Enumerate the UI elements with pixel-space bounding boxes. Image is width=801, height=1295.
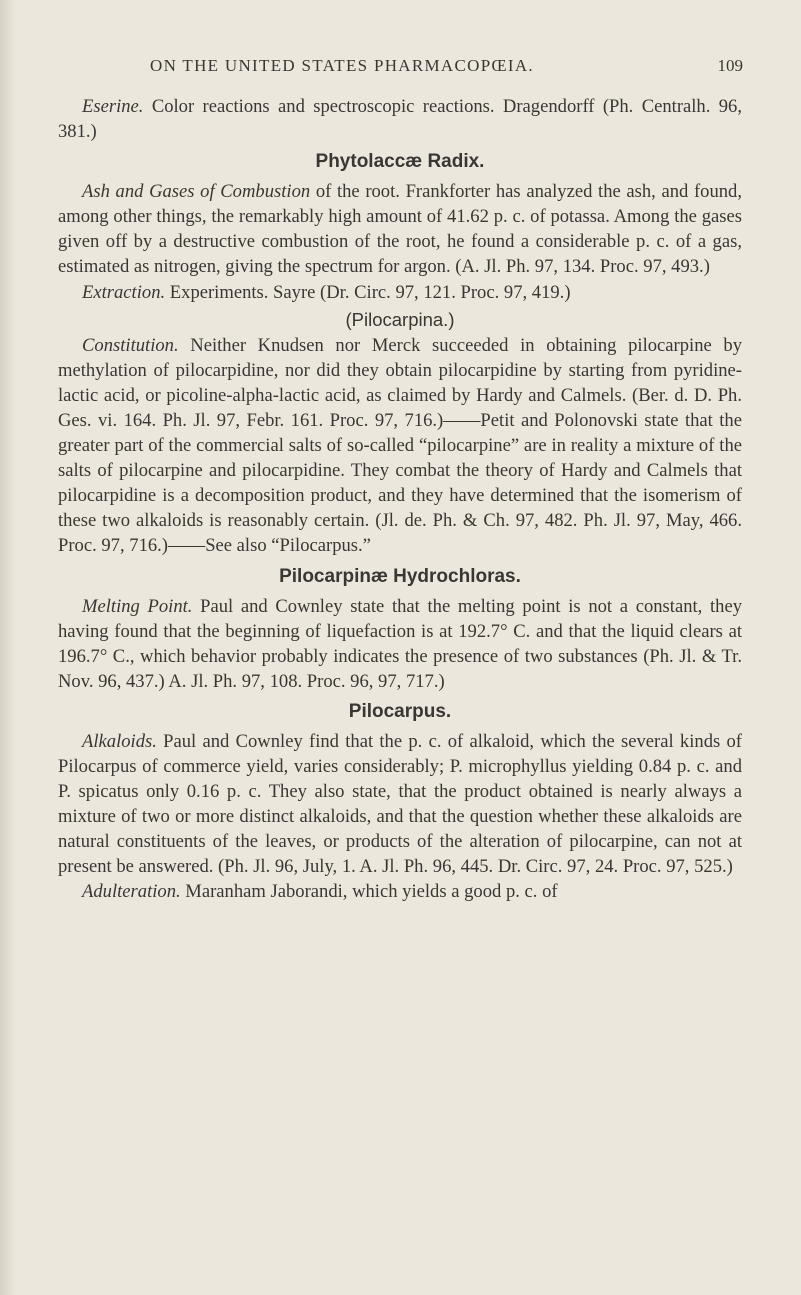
paragraph-text: of the root. Frankforter has analyzed the ash, and found, among other things, the remarkably high amount of 41.62 p. c. of potassa. Among the gases given off by a destructive combustion of the root, he found a considerable p. c. of a gas, estimated as nitrogen, giving the spectrum for argon. (A. Jl. Ph. 97, 134. Proc. 97, 493.) — [58, 181, 742, 278]
paragraph-extraction — [58, 280, 742, 305]
paragraph-text: Color reactions and spectroscopic reactions. Dragendorff (Ph. Centralh. 96, 381.) — [58, 96, 742, 143]
subheading-extraction: Extraction. — [82, 281, 166, 303]
paragraph-text: Maranham Jaborandi, which yields a good p. c. of — [180, 881, 558, 903]
running-title: ON THE UNITED STATES PHARMACOPŒIA. — [150, 56, 534, 75]
paragraph-text: Experiments. Sayre (Dr. Circ. 97, 121. Proc. 97, 419.) — [165, 281, 571, 303]
page-number: 109 — [717, 56, 743, 75]
subheading-eserine: Eserine. — [82, 96, 144, 117]
subheading-ash-gases: Ash and Gases of Combustion — [82, 181, 311, 203]
subheading-melting-point: Melting Point. — [82, 595, 193, 617]
paragraph-text: Paul and Cownley state that the melting point is not a constant, they having found that the beginning of liquefaction is at 192.7° C. and that the liquid clears at 196.7° C., which behavior probably indicates the presence of two substances (Ph. Jl. & Tr. Nov. 96, 437.) A. Jl. Ph. 97, 108. Proc. 96, 97, 717.) — [58, 595, 742, 692]
section-heading-pilocarpinae-hydrochloras: Pilocarpinæ Hydrochloras. — [279, 565, 521, 587]
page-gutter-shadow — [0, 0, 16, 1295]
paragraph-ash-gases — [58, 179, 742, 279]
page-body — [58, 94, 742, 905]
subheading-alkaloids: Alkaloids. — [82, 730, 157, 752]
page-header — [0, 56, 801, 84]
subheading-constitution: Constitution. — [82, 334, 179, 356]
paragraph-melting-point — [58, 594, 742, 694]
section-heading-phytolaccae: Phytolaccæ Radix. — [315, 151, 485, 173]
paragraph-constitution — [58, 333, 742, 559]
subheading-adulteration: Adulteration. — [82, 881, 181, 903]
paragraph-text: Paul and Cownley find that the p. c. of alkaloid, which the several kinds of Pilocarpus of commerce yield, varies considerably; P. microphyllus yielding 0.84 p. c. and P. spicatus only 0.16 p. c. They also state, that the product obtained is nearly always a mixture of two or more distinct alkaloids, and that the question whether these alkaloids are natural constituents of the leaves, or products of the alteration of pilocarpine, can not at present be answered. (Ph. Jl. 96, July, 1. A. Jl. Ph. 96, 445. Dr. Circ. 97, 24. Proc. 97, 525.) — [58, 730, 742, 878]
section-heading-pilocarpina: (Pilocarpina.) — [345, 308, 455, 330]
paragraph-text: Neither Knudsen nor Merck succeeded in obtaining pilocarpine by methylation of pilocarpidine, nor did they obtain pilocarpidine by starting from pyridine-lactic acid, or picoline-alpha-lactic acid, as claimed by Hardy and Calmels. (Ber. d. D. Ph. Ges. vi. 164. Ph. Jl. 97, Febr. 161. Proc. 97, 716.)——Petit and Polonovski state that the greater part of the commercial salts of so-called “pilocarpine” are in reality a mixture of the salts of pilocarpine and pilocarpidine. They combat the theory of Hardy and Calmels that pilocarpidine is a decomposition product, and they have determined that the isomerism of these two alkaloids is reasonably certain. (Jl. de. Ph. & Ch. 97, 482. Ph. Jl. 97, May, 466. Proc. 97, 716.)——See also “Pilocarpus.” — [58, 334, 742, 557]
paragraph-eserine — [58, 94, 742, 144]
section-heading-pilocarpus: Pilocarpus. — [348, 700, 452, 722]
paragraph-alkaloids — [58, 729, 742, 880]
paragraph-adulteration — [58, 879, 742, 904]
